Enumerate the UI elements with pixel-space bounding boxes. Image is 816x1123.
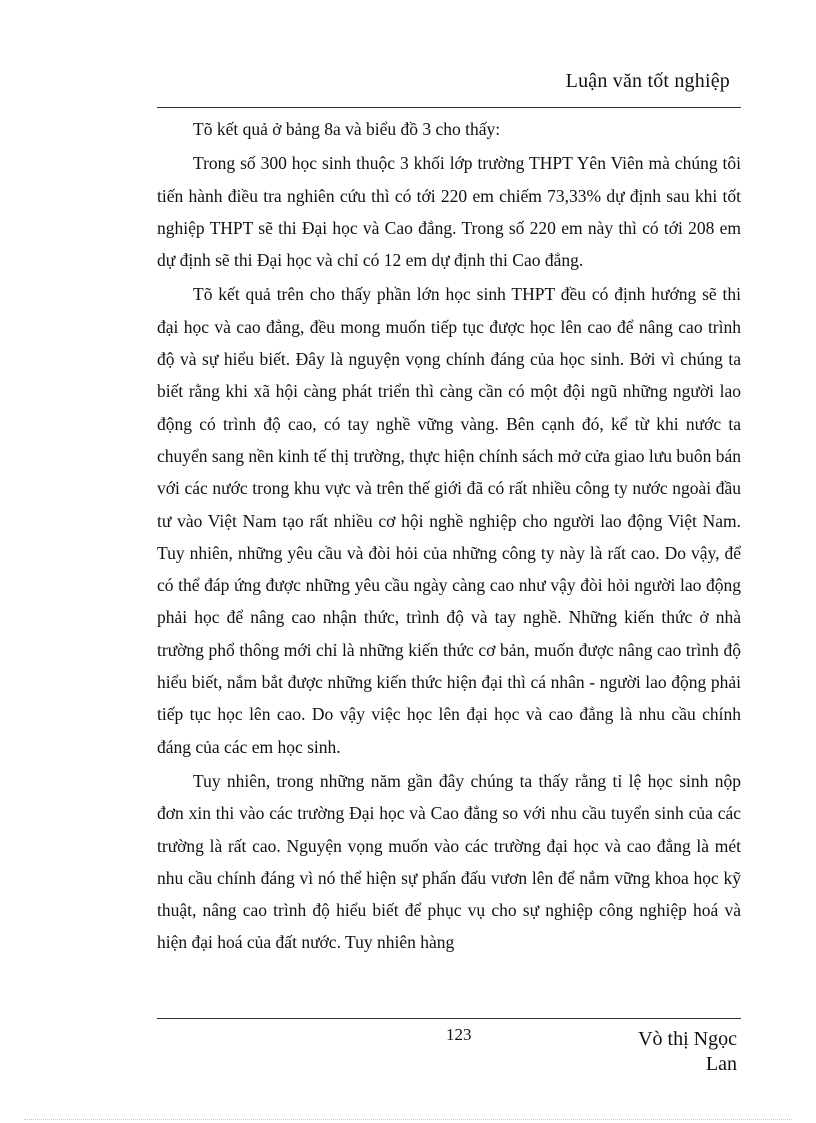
footer-divider bbox=[157, 1018, 741, 1019]
header-divider bbox=[157, 107, 741, 108]
running-header-title: Luận văn tốt nghiệp bbox=[565, 70, 730, 92]
paragraph: Tõ kết quả trên cho thấy phần lớn học sinh THPT đều có định hướng sẽ thi đại học và cao đẳng, đều mong muốn tiếp tục được học lên cao để nâng cao trình độ và sự hiểu biết. Đây là nguyện vọng chính đáng của học sinh. Bởi vì chúng ta biết rằng khi xã hội càng phát triển thì càng cần có một đội ngũ những người lao động có trình độ cao, có tay nghề vững vàng. Bên cạnh đó, kể từ khi nước ta chuyển sang nền kinh tế thị trường, thực hiện chính sách mở cửa giao lưu buôn bán với các nước trong khu vực và trên thế giới đã có rất nhiều công ty nước ngoài đầu tư vào Việt Nam tạo rất nhiều cơ hội nghề nghiệp cho người lao động Việt Nam. Tuy nhiên, những yêu cầu và đòi hỏi của những công ty này là rất cao. Do vậy, để có thể đáp ứng được những yêu cầu ngày càng cao như vậy đòi hỏi người lao động phải học để nâng cao nhận thức, trình độ và tay nghề. Những kiến thức ở nhà trường phổ thông mới chỉ là những kiến thức cơ bản, muốn được nâng cao trình độ hiểu biết, nắm bắt được những kiến thức hiện đại thì cá nhân - người lao động phải tiếp tục học lên cao. Do vậy việc học lên đại học và cao đẳng là nhu cầu chính đáng của các em học sinh. bbox=[157, 284, 741, 757]
page-number: 123 bbox=[446, 1025, 472, 1044]
author-name-line-1: Vò thị Ngọc bbox=[638, 1028, 737, 1050]
author-name bbox=[617, 1027, 737, 1077]
document-body bbox=[157, 113, 741, 959]
paragraph: Tuy nhiên, trong những năm gần đây chúng ta thấy rằng tỉ lệ học sinh nộp đơn xin thi vào các trường Đại học và Cao đẳng so với nhu cầu tuyển sinh của các trường là rất cao. Nguyện vọng muốn vào các trường đại học và cao đẳng là mét nhu cầu chính đáng vì nó thể hiện sự phấn đấu vươn lên để nắm vững khoa học kỹ thuật, nâng cao trình độ hiểu biết để phục vụ cho sự nghiệp công nghiệp hoá và hiện đại hoá của đất nước. Tuy nhiên hàng bbox=[157, 770, 741, 953]
page-bottom-dotted-border bbox=[24, 1119, 792, 1120]
paragraph: Trong số 300 học sinh thuộc 3 khối lớp trường THPT Yên Viên mà chúng tôi tiến hành điều tra nghiên cứu thì có tới 220 em chiếm 73,33% dự định sau khi tốt nghiệp THPT sẽ thi Đại học và Cao đẳng. Trong số 220 em này thì có tới 208 em dự định sẽ thi Đại học và chỉ có 12 em dự định thi Cao đẳng. bbox=[157, 153, 741, 271]
paragraph: Tõ kết quả ở bảng 8a và biểu đồ 3 cho thấy: bbox=[193, 119, 501, 139]
author-name-line-2: Lan bbox=[705, 1053, 737, 1075]
